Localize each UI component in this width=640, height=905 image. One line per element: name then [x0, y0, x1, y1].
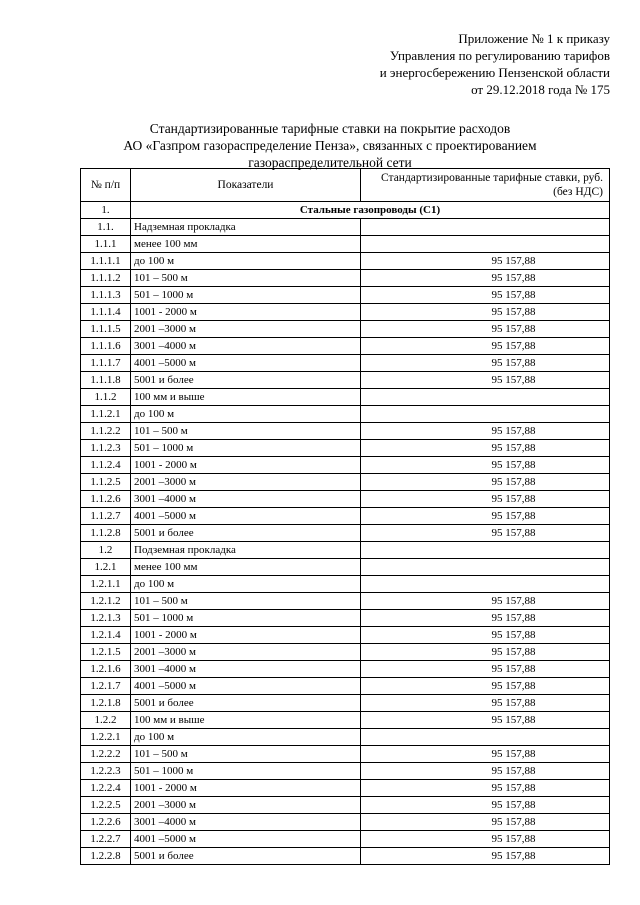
row-number: 1.2.1 [81, 559, 131, 576]
row-number: 1.2.1.7 [81, 678, 131, 695]
row-number: 1.1.1.1 [81, 253, 131, 270]
section-heading: Стальные газопроводы (С1) [131, 202, 610, 219]
header-rate: Стандартизированные тарифные ставки, руб. (без НДС) [361, 169, 610, 202]
row-rate-value: 95 157,88 [361, 661, 610, 678]
row-number: 1.2.2.5 [81, 797, 131, 814]
table-row [81, 525, 610, 542]
row-indicator: 5001 и более [131, 372, 361, 389]
row-rate-value: 95 157,88 [361, 695, 610, 712]
table-row [81, 610, 610, 627]
table-row [81, 457, 610, 474]
row-rate-value: 95 157,88 [361, 525, 610, 542]
row-rate-value [361, 219, 610, 236]
header-indicator: Показатели [131, 169, 361, 202]
table-row [81, 712, 610, 729]
order-reference [250, 30, 610, 98]
row-indicator: 100 мм и выше [131, 712, 361, 729]
table-row [81, 304, 610, 321]
table-row [81, 491, 610, 508]
table-row [81, 372, 610, 389]
table-row [81, 338, 610, 355]
table-row [81, 780, 610, 797]
row-indicator: 3001 –4000 м [131, 491, 361, 508]
row-rate-value: 95 157,88 [361, 712, 610, 729]
row-number: 1.1. [81, 219, 131, 236]
document-title [90, 120, 570, 171]
row-indicator: 4001 –5000 м [131, 678, 361, 695]
row-number: 1.1.2.7 [81, 508, 131, 525]
row-number: 1.2.2.8 [81, 848, 131, 865]
table-row [81, 559, 610, 576]
row-indicator: 1001 - 2000 м [131, 780, 361, 797]
row-number: 1.2.2.4 [81, 780, 131, 797]
row-number: 1.2.1.5 [81, 644, 131, 661]
row-rate-value: 95 157,88 [361, 321, 610, 338]
row-rate-value: 95 157,88 [361, 814, 610, 831]
row-indicator: Надземная прокладка [131, 219, 361, 236]
row-indicator: 2001 –3000 м [131, 321, 361, 338]
row-rate-value: 95 157,88 [361, 491, 610, 508]
row-number: 1.1.1.7 [81, 355, 131, 372]
row-indicator: до 100 м [131, 406, 361, 423]
row-number: 1. [81, 202, 131, 219]
row-indicator: 501 – 1000 м [131, 440, 361, 457]
row-number: 1.2 [81, 542, 131, 559]
row-indicator: до 100 м [131, 729, 361, 746]
row-indicator: 2001 –3000 м [131, 474, 361, 491]
document-title-line: АО «Газпром газораспределение Пенза», связанных с проектированием [123, 138, 537, 153]
table-row [81, 729, 610, 746]
row-number: 1.1.2.6 [81, 491, 131, 508]
row-rate-value: 95 157,88 [361, 440, 610, 457]
row-number: 1.1.2.1 [81, 406, 131, 423]
header-number: № п/п [81, 169, 131, 202]
table-row [81, 474, 610, 491]
row-number: 1.2.2 [81, 712, 131, 729]
row-indicator: 5001 и более [131, 848, 361, 865]
table-row [81, 644, 610, 661]
row-number: 1.1.1.8 [81, 372, 131, 389]
table-row [81, 406, 610, 423]
row-number: 1.2.1.6 [81, 661, 131, 678]
row-indicator: до 100 м [131, 576, 361, 593]
order-reference-line: и энергосбережению Пензенской области [379, 65, 610, 80]
row-number: 1.2.1.3 [81, 610, 131, 627]
row-number: 1.2.2.6 [81, 814, 131, 831]
table-row [81, 389, 610, 406]
row-number: 1.2.1.8 [81, 695, 131, 712]
table-row [81, 440, 610, 457]
row-rate-value: 95 157,88 [361, 457, 610, 474]
row-rate-value: 95 157,88 [361, 372, 610, 389]
row-number: 1.2.2.3 [81, 763, 131, 780]
row-number: 1.1.2.5 [81, 474, 131, 491]
row-rate-value: 95 157,88 [361, 678, 610, 695]
row-indicator: 501 – 1000 м [131, 287, 361, 304]
row-rate-value: 95 157,88 [361, 287, 610, 304]
row-indicator: 2001 –3000 м [131, 797, 361, 814]
document-title-line: Стандартизированные тарифные ставки на покрытие расходов [149, 121, 511, 136]
table-row [81, 695, 610, 712]
table-row [81, 797, 610, 814]
row-indicator: 2001 –3000 м [131, 644, 361, 661]
row-indicator: 501 – 1000 м [131, 610, 361, 627]
row-rate-value: 95 157,88 [361, 780, 610, 797]
row-rate-value: 95 157,88 [361, 797, 610, 814]
table-row [81, 542, 610, 559]
row-rate-value: 95 157,88 [361, 304, 610, 321]
order-reference-line: Управления по регулированию тарифов [389, 48, 610, 63]
table-row [81, 423, 610, 440]
row-rate-value: 95 157,88 [361, 848, 610, 865]
row-rate-value: 95 157,88 [361, 763, 610, 780]
row-rate-value [361, 729, 610, 746]
table-row [81, 746, 610, 763]
table-row [81, 814, 610, 831]
row-rate-value [361, 389, 610, 406]
row-indicator: 101 – 500 м [131, 270, 361, 287]
row-indicator: 501 – 1000 м [131, 763, 361, 780]
row-number: 1.2.1.4 [81, 627, 131, 644]
table-row [81, 270, 610, 287]
row-rate-value: 95 157,88 [361, 474, 610, 491]
row-rate-value: 95 157,88 [361, 423, 610, 440]
table-row [81, 593, 610, 610]
row-indicator: 3001 –4000 м [131, 661, 361, 678]
table-row [81, 627, 610, 644]
row-indicator: менее 100 мм [131, 236, 361, 253]
table-row [81, 253, 610, 270]
row-number: 1.1.1.2 [81, 270, 131, 287]
row-indicator: 1001 - 2000 м [131, 457, 361, 474]
table-row [81, 219, 610, 236]
row-number: 1.2.1.1 [81, 576, 131, 593]
row-indicator: менее 100 мм [131, 559, 361, 576]
tariff-rates-table [80, 168, 610, 865]
row-rate-value: 95 157,88 [361, 355, 610, 372]
row-number: 1.1.2.3 [81, 440, 131, 457]
table-row [81, 848, 610, 865]
row-rate-value: 95 157,88 [361, 253, 610, 270]
row-rate-value [361, 406, 610, 423]
table-row [81, 661, 610, 678]
row-number: 1.1.2 [81, 389, 131, 406]
row-rate-value: 95 157,88 [361, 593, 610, 610]
row-number: 1.1.2.8 [81, 525, 131, 542]
row-number: 1.1.1 [81, 236, 131, 253]
row-indicator: 1001 - 2000 м [131, 627, 361, 644]
row-indicator: 5001 и более [131, 525, 361, 542]
row-indicator: до 100 м [131, 253, 361, 270]
table-row [81, 831, 610, 848]
table-row [81, 355, 610, 372]
row-number: 1.1.1.3 [81, 287, 131, 304]
row-indicator: 5001 и более [131, 695, 361, 712]
row-indicator: 101 – 500 м [131, 746, 361, 763]
order-reference-line: Приложение № 1 к приказу [458, 31, 610, 46]
row-indicator: 4001 –5000 м [131, 508, 361, 525]
row-indicator: 1001 - 2000 м [131, 304, 361, 321]
row-rate-value: 95 157,88 [361, 746, 610, 763]
row-indicator: 4001 –5000 м [131, 355, 361, 372]
row-rate-value: 95 157,88 [361, 644, 610, 661]
row-rate-value: 95 157,88 [361, 627, 610, 644]
row-indicator: 101 – 500 м [131, 593, 361, 610]
table-header-row [81, 169, 610, 202]
row-rate-value [361, 542, 610, 559]
table-row [81, 508, 610, 525]
row-number: 1.1.1.5 [81, 321, 131, 338]
row-number: 1.1.2.2 [81, 423, 131, 440]
document-title-line: газораспределительной сети [248, 155, 412, 170]
row-rate-value: 95 157,88 [361, 338, 610, 355]
table-row [81, 236, 610, 253]
row-indicator: Подземная прокладка [131, 542, 361, 559]
row-indicator: 3001 –4000 м [131, 338, 361, 355]
row-rate-value [361, 236, 610, 253]
row-number: 1.2.1.2 [81, 593, 131, 610]
row-rate-value: 95 157,88 [361, 610, 610, 627]
table-row [81, 678, 610, 695]
row-number: 1.2.2.7 [81, 831, 131, 848]
row-rate-value [361, 559, 610, 576]
table-row [81, 202, 610, 219]
row-indicator: 100 мм и выше [131, 389, 361, 406]
table-row [81, 321, 610, 338]
row-rate-value: 95 157,88 [361, 831, 610, 848]
row-indicator: 4001 –5000 м [131, 831, 361, 848]
table-row [81, 287, 610, 304]
row-number: 1.1.1.6 [81, 338, 131, 355]
order-reference-line: от 29.12.2018 года № 175 [471, 82, 610, 97]
row-indicator: 101 – 500 м [131, 423, 361, 440]
row-number: 1.1.2.4 [81, 457, 131, 474]
row-number: 1.2.2.1 [81, 729, 131, 746]
table-row [81, 576, 610, 593]
row-number: 1.2.2.2 [81, 746, 131, 763]
row-rate-value: 95 157,88 [361, 270, 610, 287]
row-number: 1.1.1.4 [81, 304, 131, 321]
row-rate-value [361, 576, 610, 593]
table-row [81, 763, 610, 780]
row-indicator: 3001 –4000 м [131, 814, 361, 831]
row-rate-value: 95 157,88 [361, 508, 610, 525]
